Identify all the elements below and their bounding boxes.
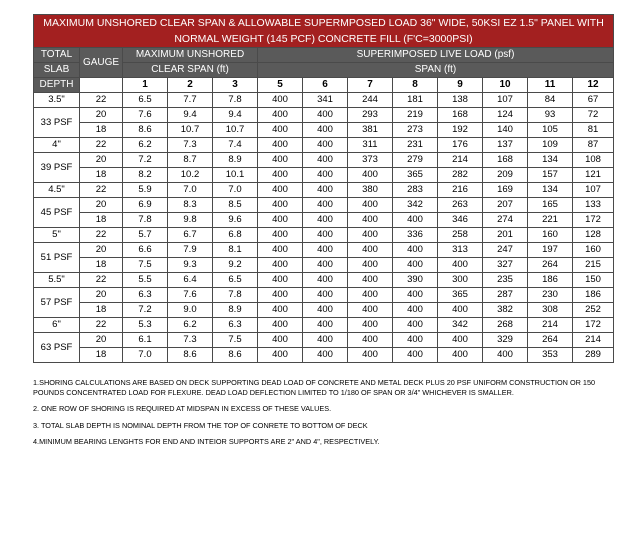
clear-span-cell: 7.8 <box>123 213 168 228</box>
load-cell: 105 <box>528 123 573 138</box>
clear-span-cell: 7.8 <box>213 288 258 303</box>
load-cell: 93 <box>528 108 573 123</box>
clear-span-cell: 7.9 <box>168 243 213 258</box>
clear-span-cell: 5.7 <box>123 228 168 243</box>
clear-span-cell: 7.2 <box>123 153 168 168</box>
col-header: 3 <box>213 78 258 93</box>
col-header: 9 <box>438 78 483 93</box>
table-row <box>34 318 614 333</box>
col-header: 8 <box>393 78 438 93</box>
clear-span-cell: 9.8 <box>168 213 213 228</box>
load-cell: 400 <box>393 348 438 363</box>
load-cell: 400 <box>258 303 303 318</box>
load-cell: 400 <box>348 213 393 228</box>
table-row <box>34 183 614 198</box>
load-cell: 400 <box>258 123 303 138</box>
load-cell: 201 <box>483 228 528 243</box>
load-cell: 400 <box>348 228 393 243</box>
table-row <box>34 228 614 243</box>
table-row <box>34 138 614 153</box>
gauge-cell: 20 <box>80 333 123 348</box>
gauge-cell: 18 <box>80 348 123 363</box>
gauge-cell: 18 <box>80 123 123 138</box>
load-cell: 282 <box>438 168 483 183</box>
load-cell: 365 <box>393 168 438 183</box>
clear-span-cell: 8.5 <box>213 198 258 213</box>
load-table <box>33 14 614 363</box>
load-cell: 287 <box>483 288 528 303</box>
header-gauge-blank <box>80 78 123 93</box>
clear-span-cell: 8.1 <box>213 243 258 258</box>
header-gauge: GAUGE <box>80 48 123 78</box>
load-cell: 124 <box>483 108 528 123</box>
load-cell: 181 <box>393 93 438 108</box>
slab-depth-cell: 5" <box>34 228 80 243</box>
clear-span-cell: 8.9 <box>213 153 258 168</box>
load-cell: 400 <box>393 243 438 258</box>
load-cell: 400 <box>303 348 348 363</box>
load-cell: 107 <box>573 183 614 198</box>
gauge-cell: 18 <box>80 258 123 273</box>
slab-weight-cell: 45 PSF <box>34 198 80 228</box>
load-cell: 400 <box>348 333 393 348</box>
gauge-cell: 22 <box>80 228 123 243</box>
load-cell: 327 <box>483 258 528 273</box>
load-cell: 400 <box>303 108 348 123</box>
clear-span-cell: 8.6 <box>168 348 213 363</box>
load-cell: 400 <box>303 303 348 318</box>
load-cell: 400 <box>303 183 348 198</box>
gauge-cell: 22 <box>80 93 123 108</box>
load-cell: 400 <box>393 258 438 273</box>
clear-span-cell: 6.7 <box>168 228 213 243</box>
gauge-cell: 22 <box>80 318 123 333</box>
header-superimposed: SUPERIMPOSED LIVE LOAD (psf) <box>258 48 614 63</box>
load-cell: 279 <box>393 153 438 168</box>
load-cell: 400 <box>438 258 483 273</box>
load-cell: 214 <box>438 153 483 168</box>
clear-span-cell: 6.4 <box>168 273 213 288</box>
load-cell: 289 <box>573 348 614 363</box>
load-cell: 400 <box>258 288 303 303</box>
gauge-cell: 18 <box>80 168 123 183</box>
clear-span-cell: 9.4 <box>168 108 213 123</box>
table-row <box>34 168 614 183</box>
load-cell: 134 <box>528 183 573 198</box>
load-cell: 400 <box>258 228 303 243</box>
clear-span-cell: 10.7 <box>168 123 213 138</box>
clear-span-cell: 6.6 <box>123 243 168 258</box>
clear-span-cell: 5.5 <box>123 273 168 288</box>
load-cell: 214 <box>573 333 614 348</box>
col-header: 10 <box>483 78 528 93</box>
clear-span-cell: 7.3 <box>168 333 213 348</box>
load-cell: 400 <box>348 303 393 318</box>
load-cell: 221 <box>528 213 573 228</box>
load-cell: 268 <box>483 318 528 333</box>
load-cell: 252 <box>573 303 614 318</box>
clear-span-cell: 7.5 <box>123 258 168 273</box>
load-cell: 400 <box>438 348 483 363</box>
table-row <box>34 123 614 138</box>
clear-span-cell: 6.2 <box>123 138 168 153</box>
load-cell: 67 <box>573 93 614 108</box>
gauge-cell: 22 <box>80 183 123 198</box>
gauge-cell: 22 <box>80 138 123 153</box>
slab-weight-cell: 39 PSF <box>34 153 80 183</box>
clear-span-cell: 6.5 <box>213 273 258 288</box>
gauge-cell: 20 <box>80 153 123 168</box>
table-row <box>34 258 614 273</box>
load-cell: 400 <box>258 213 303 228</box>
col-header: 11 <box>528 78 573 93</box>
load-cell: 311 <box>348 138 393 153</box>
clear-span-cell: 6.3 <box>213 318 258 333</box>
header-total: TOTAL <box>34 48 80 63</box>
col-header: 6 <box>303 78 348 93</box>
slab-depth-cell: 4.5" <box>34 183 80 198</box>
slab-depth-cell: 4" <box>34 138 80 153</box>
clear-span-cell: 8.7 <box>168 153 213 168</box>
table-row <box>34 213 614 228</box>
clear-span-cell: 7.0 <box>168 183 213 198</box>
load-cell: 400 <box>483 348 528 363</box>
load-cell: 72 <box>573 108 614 123</box>
clear-span-cell: 9.0 <box>168 303 213 318</box>
clear-span-cell: 10.2 <box>168 168 213 183</box>
load-cell: 168 <box>483 153 528 168</box>
load-cell: 274 <box>483 213 528 228</box>
load-cell: 231 <box>393 138 438 153</box>
load-cell: 273 <box>393 123 438 138</box>
notes <box>33 378 613 454</box>
load-cell: 168 <box>438 108 483 123</box>
load-cell: 400 <box>348 198 393 213</box>
load-cell: 214 <box>528 318 573 333</box>
clear-span-cell: 7.8 <box>213 93 258 108</box>
load-cell: 400 <box>438 333 483 348</box>
load-cell: 400 <box>348 258 393 273</box>
load-cell: 400 <box>348 348 393 363</box>
slab-depth-cell: 3.5" <box>34 93 80 108</box>
clear-span-cell: 5.3 <box>123 318 168 333</box>
load-cell: 400 <box>303 153 348 168</box>
load-cell: 400 <box>303 258 348 273</box>
load-cell: 172 <box>573 318 614 333</box>
load-cell: 192 <box>438 123 483 138</box>
load-cell: 219 <box>393 108 438 123</box>
load-cell: 381 <box>348 123 393 138</box>
load-cell: 400 <box>393 333 438 348</box>
load-cell: 160 <box>573 243 614 258</box>
load-cell: 346 <box>438 213 483 228</box>
load-cell: 400 <box>258 198 303 213</box>
load-cell: 341 <box>303 93 348 108</box>
clear-span-cell: 9.4 <box>213 108 258 123</box>
clear-span-cell: 7.3 <box>168 138 213 153</box>
table-row <box>34 198 614 213</box>
clear-span-cell: 7.0 <box>213 183 258 198</box>
load-cell: 165 <box>528 198 573 213</box>
load-cell: 342 <box>438 318 483 333</box>
load-cell: 400 <box>303 273 348 288</box>
clear-span-cell: 9.6 <box>213 213 258 228</box>
load-cell: 400 <box>438 303 483 318</box>
clear-span-cell: 7.6 <box>123 108 168 123</box>
header-depth: DEPTH <box>34 78 80 93</box>
load-cell: 400 <box>393 303 438 318</box>
slab-weight-cell: 51 PSF <box>34 243 80 273</box>
table-row <box>34 153 614 168</box>
load-cell: 160 <box>528 228 573 243</box>
clear-span-cell: 6.9 <box>123 198 168 213</box>
load-cell: 81 <box>573 123 614 138</box>
col-header: 2 <box>168 78 213 93</box>
load-cell: 400 <box>303 138 348 153</box>
load-cell: 186 <box>573 288 614 303</box>
load-cell: 336 <box>393 228 438 243</box>
clear-span-cell: 8.3 <box>168 198 213 213</box>
clear-span-cell: 6.3 <box>123 288 168 303</box>
load-cell: 400 <box>258 108 303 123</box>
load-cell: 137 <box>483 138 528 153</box>
slab-weight-cell: 33 PSF <box>34 108 80 138</box>
load-cell: 121 <box>573 168 614 183</box>
clear-span-cell: 9.2 <box>213 258 258 273</box>
load-cell: 134 <box>528 153 573 168</box>
load-cell: 400 <box>303 333 348 348</box>
note: 4.MINIMUM BEARING LENGHTS FOR END AND INTEIOR SUPPORTS ARE 2" AND 4", RESPECTIVELY. <box>33 437 380 446</box>
load-cell: 264 <box>528 333 573 348</box>
load-cell: 108 <box>573 153 614 168</box>
load-cell: 400 <box>303 123 348 138</box>
load-cell: 329 <box>483 333 528 348</box>
clear-span-cell: 7.7 <box>168 93 213 108</box>
load-cell: 128 <box>573 228 614 243</box>
load-cell: 400 <box>258 333 303 348</box>
load-cell: 400 <box>303 198 348 213</box>
load-cell: 400 <box>303 168 348 183</box>
load-cell: 400 <box>348 243 393 258</box>
col-header: 1 <box>123 78 168 93</box>
clear-span-cell: 9.3 <box>168 258 213 273</box>
load-cell: 186 <box>528 273 573 288</box>
clear-span-cell: 7.2 <box>123 303 168 318</box>
table-row <box>34 288 614 303</box>
load-cell: 109 <box>528 138 573 153</box>
load-cell: 172 <box>573 213 614 228</box>
load-cell: 300 <box>438 273 483 288</box>
gauge-cell: 18 <box>80 213 123 228</box>
load-cell: 264 <box>528 258 573 273</box>
col-header: 5 <box>258 78 303 93</box>
load-cell: 400 <box>348 273 393 288</box>
load-cell: 230 <box>528 288 573 303</box>
load-cell: 235 <box>483 273 528 288</box>
table-row <box>34 303 614 318</box>
clear-span-cell: 8.2 <box>123 168 168 183</box>
clear-span-cell: 7.6 <box>168 288 213 303</box>
load-cell: 293 <box>348 108 393 123</box>
load-cell: 342 <box>393 198 438 213</box>
table-body <box>34 93 614 363</box>
note: 3. TOTAL SLAB DEPTH IS NOMINAL DEPTH FROM THE TOP OF CONRETE TO BOTTOM OF DECK <box>33 420 368 430</box>
clear-span-cell: 7.4 <box>213 138 258 153</box>
clear-span-cell: 8.9 <box>213 303 258 318</box>
load-cell: 400 <box>258 258 303 273</box>
gauge-cell: 22 <box>80 273 123 288</box>
load-cell: 400 <box>258 348 303 363</box>
col-header: 12 <box>573 78 614 93</box>
slab-depth-cell: 6" <box>34 318 80 333</box>
slab-weight-cell: 63 PSF <box>34 333 80 363</box>
gauge-cell: 20 <box>80 108 123 123</box>
load-cell: 207 <box>483 198 528 213</box>
clear-span-cell: 10.1 <box>213 168 258 183</box>
load-cell: 400 <box>258 168 303 183</box>
load-cell: 400 <box>258 183 303 198</box>
clear-span-cell: 10.7 <box>213 123 258 138</box>
load-cell: 138 <box>438 93 483 108</box>
clear-span-cell: 6.8 <box>213 228 258 243</box>
load-cell: 308 <box>528 303 573 318</box>
note: 1.SHORING CALCULATIONS ARE BASED ON DECK SUPPORTING DEAD LOAD OF CONCRETE AND METAL DECK PLUS 20 PSF UNIFORM CONSTRUCTION OR 150 POUNDS CONCENTRATED LOAD FOR FLEXURE. DEAD LOAD DEFLECTION LIMITED TO 1/180 OF SPAN OR 3/4" WHICHEVER IS SMALLER. <box>33 378 596 397</box>
load-cell: 400 <box>348 318 393 333</box>
clear-span-cell: 7.5 <box>213 333 258 348</box>
load-cell: 400 <box>258 153 303 168</box>
table-row <box>34 333 614 348</box>
header-max-unshored: MAXIMUM UNSHORED <box>123 48 258 63</box>
slab-depth-cell: 5.5" <box>34 273 80 288</box>
gauge-cell: 20 <box>80 243 123 258</box>
clear-span-cell: 8.6 <box>123 123 168 138</box>
load-cell: 353 <box>528 348 573 363</box>
load-cell: 400 <box>393 318 438 333</box>
load-cell: 400 <box>258 273 303 288</box>
load-cell: 400 <box>258 243 303 258</box>
header-clear-span: CLEAR SPAN (ft) <box>123 63 258 78</box>
load-cell: 365 <box>438 288 483 303</box>
load-cell: 400 <box>303 213 348 228</box>
gauge-cell: 18 <box>80 303 123 318</box>
load-cell: 400 <box>303 288 348 303</box>
load-cell: 373 <box>348 153 393 168</box>
load-cell: 150 <box>573 273 614 288</box>
load-cell: 390 <box>393 273 438 288</box>
load-cell: 247 <box>483 243 528 258</box>
table-row <box>34 273 614 288</box>
clear-span-cell: 5.9 <box>123 183 168 198</box>
load-cell: 133 <box>573 198 614 213</box>
table-row <box>34 108 614 123</box>
load-cell: 215 <box>573 258 614 273</box>
load-cell: 400 <box>348 168 393 183</box>
load-cell: 216 <box>438 183 483 198</box>
load-cell: 400 <box>258 93 303 108</box>
load-cell: 197 <box>528 243 573 258</box>
gauge-cell: 20 <box>80 288 123 303</box>
load-cell: 400 <box>393 213 438 228</box>
load-cell: 87 <box>573 138 614 153</box>
header-span: SPAN (ft) <box>258 63 614 78</box>
note: 2. ONE ROW OF SHORING IS REQUIRED AT MIDSPAN IN EXCESS OF THESE VALUES. <box>33 404 332 413</box>
load-cell: 400 <box>303 228 348 243</box>
load-cell: 400 <box>258 138 303 153</box>
load-cell: 400 <box>303 243 348 258</box>
table-row <box>34 243 614 258</box>
load-cell: 263 <box>438 198 483 213</box>
clear-span-cell: 8.6 <box>213 348 258 363</box>
col-header: 7 <box>348 78 393 93</box>
load-cell: 400 <box>348 288 393 303</box>
load-cell: 140 <box>483 123 528 138</box>
clear-span-cell: 6.2 <box>168 318 213 333</box>
load-cell: 107 <box>483 93 528 108</box>
gauge-cell: 20 <box>80 198 123 213</box>
load-cell: 176 <box>438 138 483 153</box>
header-slab: SLAB <box>34 63 80 78</box>
clear-span-cell: 6.1 <box>123 333 168 348</box>
load-cell: 382 <box>483 303 528 318</box>
load-cell: 400 <box>303 318 348 333</box>
load-cell: 157 <box>528 168 573 183</box>
table-title: MAXIMUM UNSHORED CLEAR SPAN & ALLOWABLE SUPERMPOSED LOAD 36" WIDE, 50KSI EZ 1.5" PANEL WITH NORMAL WEIGHT (145 PCF) CONCRETE FILL (F'C=3000PSI) <box>34 15 614 48</box>
load-cell: 400 <box>258 318 303 333</box>
load-cell: 313 <box>438 243 483 258</box>
load-cell: 84 <box>528 93 573 108</box>
clear-span-cell: 6.5 <box>123 93 168 108</box>
load-cell: 380 <box>348 183 393 198</box>
load-cell: 169 <box>483 183 528 198</box>
clear-span-cell: 7.0 <box>123 348 168 363</box>
table-row <box>34 93 614 108</box>
load-cell: 244 <box>348 93 393 108</box>
load-cell: 283 <box>393 183 438 198</box>
load-cell: 400 <box>393 288 438 303</box>
load-cell: 258 <box>438 228 483 243</box>
slab-weight-cell: 57 PSF <box>34 288 80 318</box>
load-cell: 209 <box>483 168 528 183</box>
table-row <box>34 348 614 363</box>
